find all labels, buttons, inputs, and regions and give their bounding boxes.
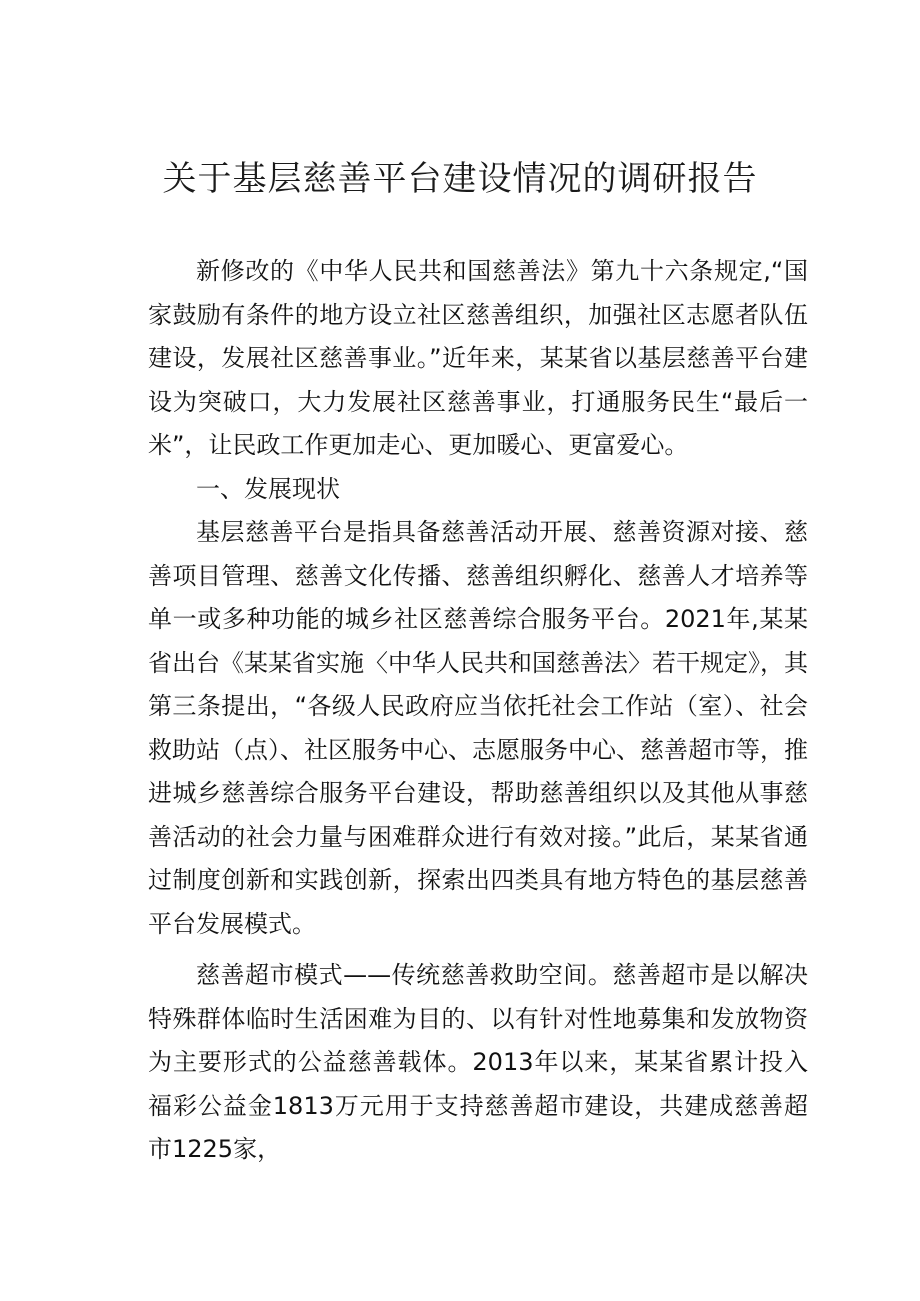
section-heading-status: 一、发展现状 [196,474,340,503]
paragraph-definition: 基层慈善平台是指具备慈善活动开展、慈善资源对接、慈善项目管理、慈善文化传播、慈善组织孵化、慈善人才培养等单一或多种功能的城乡社区慈善综合服务平台。2021年,某某省出台《某某省实施〈中华人民共和国慈善法〉若干规定》，其第三条提出，“各级人民政府应当依托社会工作站（室）、社会救助站（点）、社区服务中心、志愿服务中心、慈善超市等，推进城乡慈善综合服务平台建设，帮助慈善组织以及其他从事慈善活动的社会力量与困难群众进行有效对接。”此后，某某省通过制度创新和实践创新，探索出四类具有地方特色的基层慈善平台发展模式。 [148,518,808,938]
paragraph-intro: 新修改的《中华人民共和国慈善法》第九十六条规定,“国家鼓励有条件的地方设立社区慈善组织，加强社区志愿者队伍建设，发展社区慈善事业。”近年来，某某省以基层慈善平台建设为突破口，大力发展社区慈善事业，打通服务民生“最后一米”，让民政工作更加走心、更加暖心、更富爱心。 [148,257,808,459]
document-title: 关于基层慈善平台建设情况的调研报告 [162,159,758,199]
document-body [148,250,808,1172]
paragraph-charity-supermarket: 慈善超市模式——传统慈善救助空间。慈善超市是以解决特殊群体临时生活困难为目的、以有针对性地募集和发放物资为主要形式的公益慈善载体。2013年以来，某某省累计投入福彩公益金1813万元用于支持慈善超市建设，共建成慈善超市1225家， [148,961,808,1163]
